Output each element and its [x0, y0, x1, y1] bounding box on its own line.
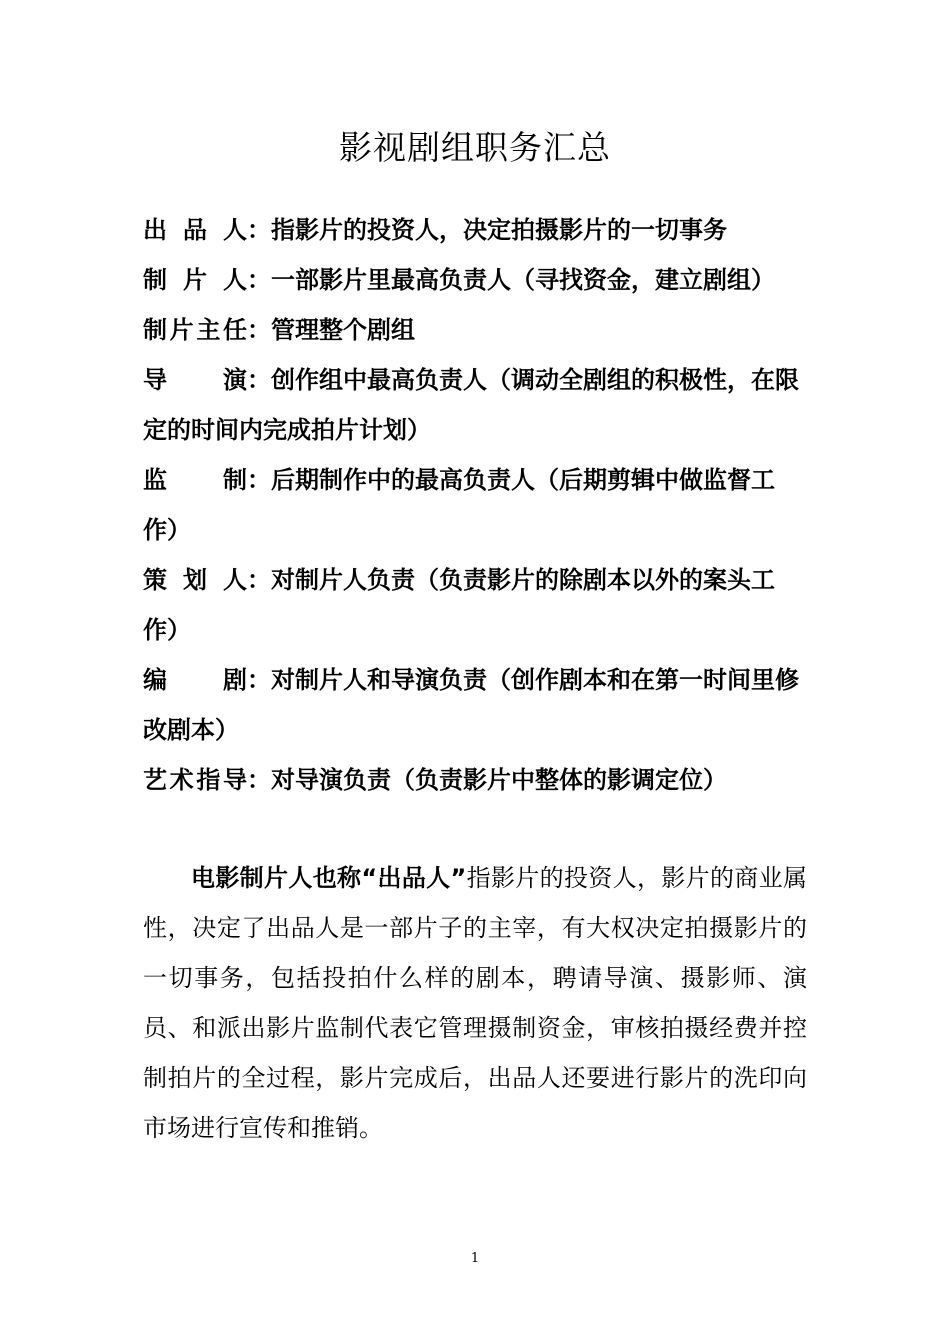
role-name: 编剧 [143, 666, 247, 694]
role-description: 对导演负责（负责影片中整体的影调定位） [271, 766, 727, 794]
intro-paragraph [143, 853, 807, 1153]
role-item-art-director [143, 755, 807, 805]
role-item-director [143, 355, 807, 455]
role-description: 对制片人负责（负责影片的除剧本以外的案头工作） [143, 566, 775, 644]
role-separator: ： [247, 266, 271, 294]
role-item-planner [143, 555, 807, 655]
role-name: 艺术指导 [143, 766, 247, 794]
role-description: 创作组中最高负责人（调动全剧组的积极性，在限定的时间内完成拍片计划） [143, 366, 799, 444]
role-list [143, 205, 807, 805]
role-name: 监制 [143, 466, 247, 494]
role-separator: ： [247, 216, 271, 244]
intro-lead: 电影制片人也称“出品人” [191, 864, 467, 892]
role-name: 制片人 [143, 266, 247, 294]
role-name: 策划人 [143, 566, 247, 594]
role-item-supervisor [143, 455, 807, 555]
role-separator: ： [247, 366, 271, 394]
role-description: 指影片的投资人，决定拍摄影片的一切事务 [271, 216, 727, 244]
role-name: 出品人 [143, 216, 247, 244]
page-title: 影视剧组职务汇总 [339, 128, 611, 168]
role-separator: ： [247, 666, 271, 694]
role-separator: ： [247, 566, 271, 594]
role-description: 一部影片里最高负责人（寻找资金，建立剧组） [271, 266, 775, 294]
role-name: 导演 [143, 366, 247, 394]
role-description: 管理整个剧组 [271, 316, 415, 344]
role-separator: ： [247, 316, 271, 344]
role-item-producer [143, 255, 807, 305]
role-item-production-manager [143, 305, 807, 355]
role-separator: ： [247, 766, 271, 794]
page-number: 1 [470, 1251, 480, 1266]
role-separator: ： [247, 466, 271, 494]
role-name: 制片主任 [143, 316, 247, 344]
role-item-screenwriter [143, 655, 807, 755]
role-description: 后期制作中的最高负责人（后期剪辑中做监督工作） [143, 466, 775, 544]
role-item-producer-investor [143, 205, 807, 255]
intro-body: 指影片的投资人，影片的商业属性，决定了出品人是一部片子的主宰，有大权决定拍摄影片的一切事务，包括投拍什么样的剧本，聘请导演、摄影师、演员、和派出影片监制代表它管理摄制资金，审核拍摄经费并控制拍片的全过程，影片完成后，出品人还要进行影片的洗印向市场进行宣传和推销。 [143, 864, 807, 1142]
role-description: 对制片人和导演负责（创作剧本和在第一时间里修改剧本） [143, 666, 799, 744]
